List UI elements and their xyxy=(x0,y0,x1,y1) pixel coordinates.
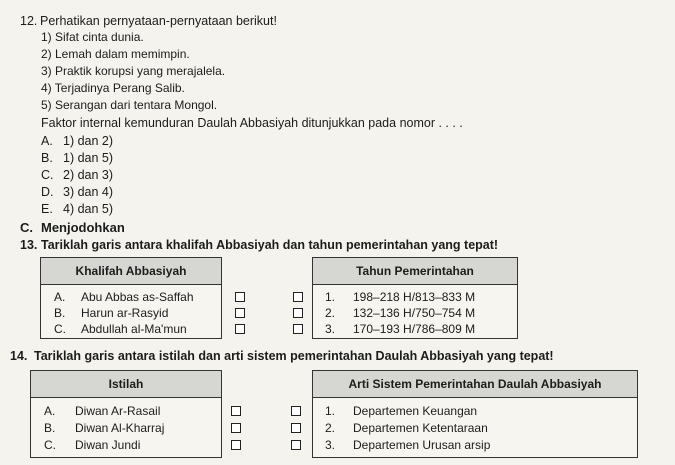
q14-right-dot-2[interactable] xyxy=(291,423,301,433)
q13-left-text-a: Abu Abbas as-Saffah xyxy=(81,290,194,304)
q14-left-letter-b: B. xyxy=(44,421,56,435)
q13-right-header: Tahun Pemerintahan xyxy=(313,258,517,285)
option-letter: B. xyxy=(41,151,53,165)
q13-right-text-3: 170–193 H/786–809 M xyxy=(353,322,476,336)
q14-left-text-c: Diwan Jundi xyxy=(75,438,141,452)
q13-right-text-2: 132–136 H/750–754 M xyxy=(353,306,476,320)
option-letter: D. xyxy=(41,185,54,199)
section-c-title: Menjodohkan xyxy=(41,220,125,235)
q14-right-text-1: Departemen Keuangan xyxy=(353,404,478,418)
q14-right-text-3: Departemen Urusan arsip xyxy=(353,438,491,452)
q12-statement-5: 5) Serangan dari tentara Mongol. xyxy=(41,98,218,112)
q13-right-dot-3[interactable] xyxy=(293,324,303,334)
q13-left-dot-b[interactable] xyxy=(235,308,245,318)
option-text: 1) dan 2) xyxy=(63,134,114,148)
section-c-label: C. xyxy=(20,220,33,235)
q14-left-letter-c: C. xyxy=(44,438,56,452)
q14-left-header: Istilah xyxy=(31,371,221,398)
q14-number: 14. xyxy=(10,349,28,363)
q14-right-text-2: Departemen Ketentaraan xyxy=(353,421,488,435)
option-letter: A. xyxy=(41,134,53,148)
q14-instruction: Tariklah garis antara istilah dan arti sistem pemerintahan Daulah Abbasiyah yang tepat! xyxy=(34,349,554,363)
q13-left-header: Khalifah Abbasiyah xyxy=(41,258,221,285)
q14-right-num-3: 3. xyxy=(325,438,336,452)
q14-right-dot-3[interactable] xyxy=(291,440,301,450)
q14-left-dot-a[interactable] xyxy=(231,406,241,416)
q13-left-dot-c[interactable] xyxy=(235,324,245,334)
option-text: 1) dan 5) xyxy=(63,151,114,165)
q14-right-num-2: 2. xyxy=(325,421,336,435)
q13-left-text-c: Abdullah al-Ma'mun xyxy=(81,322,187,336)
q13-right-table xyxy=(312,257,518,339)
q12-statement-4: 4) Terjadinya Perang Salib. xyxy=(41,81,185,95)
q14-left-text-b: Diwan Al-Kharraj xyxy=(75,421,165,435)
q12-statement-1: 1) Sifat cinta dunia. xyxy=(41,30,144,44)
q13-number: 13. xyxy=(20,238,38,252)
q13-right-num-3: 3. xyxy=(325,322,336,336)
q13-left-table xyxy=(40,257,222,339)
q14-left-dot-b[interactable] xyxy=(231,423,241,433)
q12-question: Faktor internal kemunduran Daulah Abbasiyah ditunjukkan pada nomor . . . . xyxy=(41,116,463,130)
q14-right-dot-1[interactable] xyxy=(291,406,301,416)
q13-right-text-1: 198–218 H/813–833 M xyxy=(353,290,476,304)
q12-number: 12. xyxy=(20,14,38,28)
q13-right-num-1: 1. xyxy=(325,290,336,304)
option-letter: E. xyxy=(41,202,53,216)
q14-right-num-1: 1. xyxy=(325,404,336,418)
option-text: 2) dan 3) xyxy=(63,168,114,182)
q13-left-letter-c: C. xyxy=(54,322,66,336)
option-letter: C. xyxy=(41,168,54,182)
q13-left-letter-a: A. xyxy=(54,290,66,304)
q12-intro: Perhatikan pernyataan-pernyataan berikut! xyxy=(40,14,277,28)
q13-right-dot-2[interactable] xyxy=(293,308,303,318)
q14-left-table xyxy=(30,370,222,458)
q14-right-table xyxy=(312,370,638,458)
q14-left-letter-a: A. xyxy=(44,404,56,418)
q13-left-dot-a[interactable] xyxy=(235,292,245,302)
q14-right-header: Arti Sistem Pemerintahan Daulah Abbasiyah xyxy=(313,371,637,398)
option-text: 4) dan 5) xyxy=(63,202,114,216)
q14-left-dot-c[interactable] xyxy=(231,440,241,450)
q14-left-text-a: Diwan Ar-Rasail xyxy=(75,404,161,418)
q13-instruction: Tariklah garis antara khalifah Abbasiyah dan tahun pemerintahan yang tepat! xyxy=(41,238,499,252)
q13-left-letter-b: B. xyxy=(54,306,66,320)
option-text: 3) dan 4) xyxy=(63,185,114,199)
q13-left-text-b: Harun ar-Rasyid xyxy=(81,306,169,320)
q12-statement-3: 3) Praktik korupsi yang merajalela. xyxy=(41,64,226,78)
q13-right-num-2: 2. xyxy=(325,306,336,320)
q13-right-dot-1[interactable] xyxy=(293,292,303,302)
q12-statement-2: 2) Lemah dalam memimpin. xyxy=(41,47,190,61)
